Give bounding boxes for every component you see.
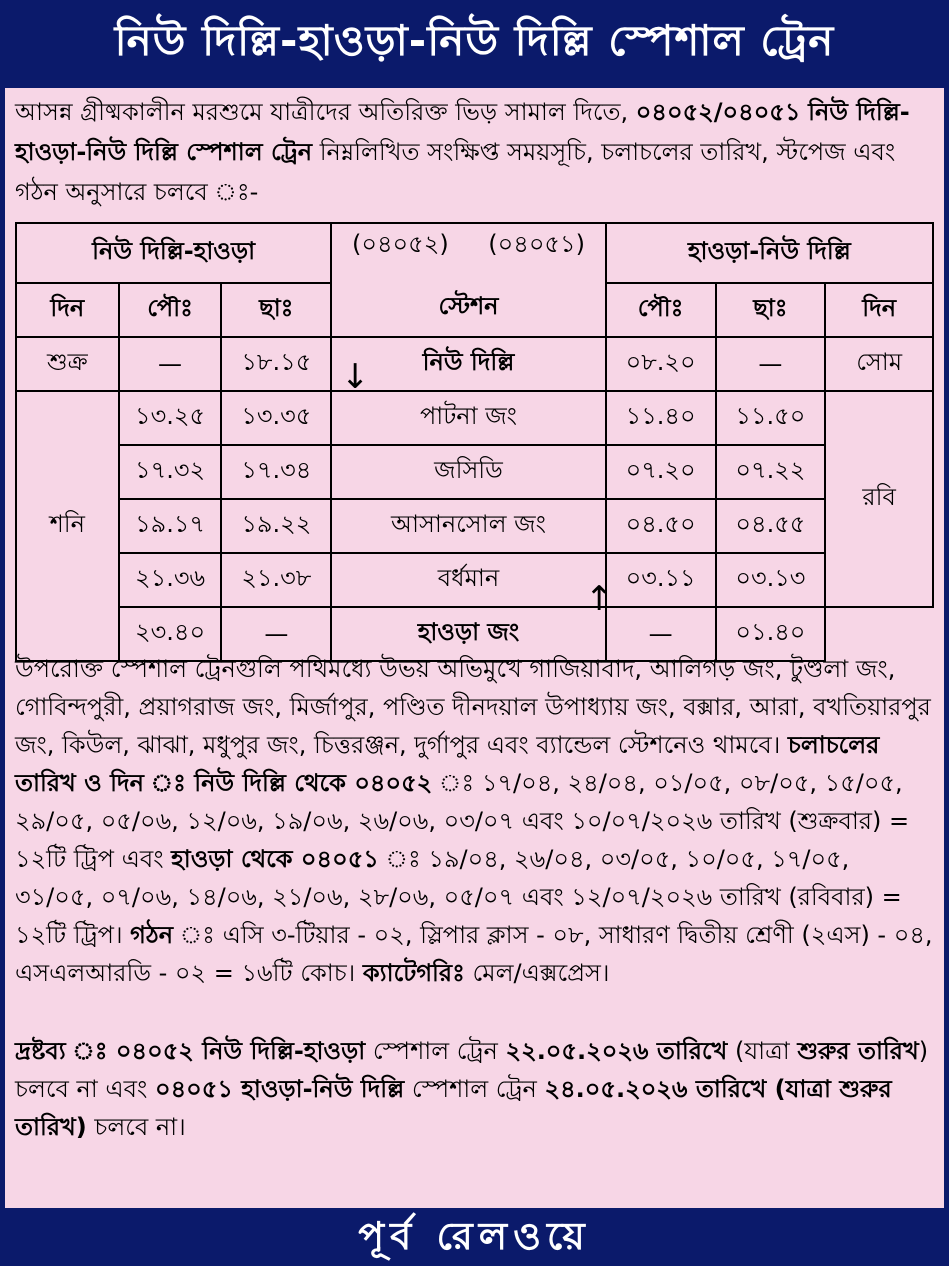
left-train-number: (০৪০৫২) xyxy=(352,230,449,258)
left-arrival-cell: ১৭.৩২ xyxy=(119,445,222,499)
station-cell: আসানসোল জং xyxy=(331,499,606,553)
table-row xyxy=(16,553,933,607)
notice-body xyxy=(5,88,944,1208)
stops-text: উপরোক্ত স্পেশাল ট্রেনগুলি পথিমধ্যে উভয় অভিমুখে গাজিয়াবাদ, আলিগড় জং, টুণ্ডলা জং, গোবিন্দপুরী, প্রয়াগরাজ জং, মির্জাপুর, পণ্ডিত দীনদয়াল উপাধ্যায় জং, বক্সার, আরা, বখতিয়ারপুর জং, কিউল, ঝাঝা, মধুপুর জং, চিত্তরঞ্জন, দুর্গাপুর এবং ব্যান্ডেল স্টেশনেও থামবে। xyxy=(15,655,931,759)
up-arrow-icon: ↑ xyxy=(585,579,614,619)
left-day-cell: শুক্র xyxy=(16,337,119,391)
left-departure-cell: ১৭.৩৪ xyxy=(221,445,331,499)
footnote-date-2: ২৪.০৫.২০২৬ তারিখে (যাত্রা শুরুর তারিখ) xyxy=(15,1075,892,1141)
category-label: ক্যাটেগরিঃ xyxy=(362,959,465,987)
intro-text-2: নিম্নলিখিত সংক্ষিপ্ত সময়সূচি, চলাচলের তারিখ, স্টপেজ এবং গঠন অনুসারে চলবে ঃ- xyxy=(15,138,896,206)
right-departure-cell: ০৪.৫৫ xyxy=(716,499,826,553)
station-cell: নিউ দিল্লি xyxy=(331,337,606,391)
down-arrow-icon: ↓ xyxy=(341,357,370,397)
footnote-train-2: ০৪০৫১ হাওড়া-নিউ দিল্লি xyxy=(154,1075,405,1103)
schedule-table xyxy=(15,222,934,662)
composition-label: গঠন xyxy=(130,921,174,949)
right-arrival-cell: ১১.৪০ xyxy=(606,391,716,445)
right-arrival-cell: ০৪.৫০ xyxy=(606,499,716,553)
left-arrival-cell: ১৯.১৭ xyxy=(119,499,222,553)
table-row xyxy=(16,337,933,391)
intro-paragraph xyxy=(15,92,934,214)
table-row xyxy=(16,499,933,553)
railway-name: পূর্ব রেলওয়ে xyxy=(358,1214,591,1258)
dates-label: চলাচলের তারিখ ও দিন ঃ নিউ দিল্লি থেকে ০৪০৫২ xyxy=(15,731,880,797)
right-arrival-cell: ০৮.২০ xyxy=(606,337,716,391)
footnote-text: স্পেশাল ট্রেন xyxy=(404,1075,545,1103)
footnote-paragraph xyxy=(15,1032,934,1202)
right-departure-cell: ১১.৫০ xyxy=(716,391,826,445)
howrah-label: হাওড়া থেকে ০৪০৫১ xyxy=(171,845,379,873)
right-arrival-cell: ০৩.১১ xyxy=(606,553,716,607)
left-arrival-header: পৌঃ xyxy=(119,283,222,337)
right-arrival-cell: ০৭.২০ xyxy=(606,445,716,499)
footnote-label: দ্রষ্টব্য ঃ ০৪০৫২ নিউ দিল্লি-হাওড়া xyxy=(15,1037,366,1065)
left-departure-cell: ২১.৩৮ xyxy=(221,553,331,607)
footer-banner xyxy=(0,1212,949,1266)
table-header-row xyxy=(16,223,933,283)
right-departure-cell: ০৭.২২ xyxy=(716,445,826,499)
right-train-number: (০৪০৫১) xyxy=(488,230,585,258)
right-arrival-header: পৌঃ xyxy=(606,283,716,337)
right-departure-cell: ০৩.১৩ xyxy=(716,553,826,607)
left-arrival-cell: — xyxy=(119,337,222,391)
left-day-header: দিন xyxy=(16,283,119,337)
header-banner xyxy=(0,0,949,86)
right-departure-cell: — xyxy=(716,337,826,391)
station-cell: হাওড়া জং xyxy=(331,607,606,661)
right-departure-cell: ০১.৪০ xyxy=(716,607,826,661)
intro-text: আসন্ন গ্রীষ্মকালীন মরশুমে যাত্রীদের অতিরিক্ত ভিড় সামাল দিতে, xyxy=(15,98,636,126)
category-text: মেল/এক্সপ্রেস। xyxy=(464,959,610,987)
table-row xyxy=(16,445,933,499)
right-day-header: দিন xyxy=(825,283,933,337)
station-column-header: স্টেশন xyxy=(438,292,499,320)
stops-and-dates-paragraph xyxy=(15,650,934,1030)
footnote-text: স্পেশাল ট্রেন xyxy=(365,1037,506,1065)
footnote-date-1: ২২.০৫.২০২৬ তারিখে xyxy=(505,1037,728,1065)
notice-title: নিউ দিল্লি-হাওড়া-নিউ দিল্লি স্পেশাল ট্রেন xyxy=(114,15,835,65)
left-departure-cell: ১৩.৩৫ xyxy=(221,391,331,445)
footnote-start-label: শুরুর তারিখ xyxy=(797,1037,919,1065)
station-cell: জসিডি xyxy=(331,445,606,499)
intro-train-name: নিউ দিল্লি-হাওড়া-নিউ দিল্লি স্পেশাল ট্রেন xyxy=(15,98,910,166)
right-day-cell: সোম xyxy=(825,337,933,391)
right-arrival-cell: — xyxy=(606,607,716,661)
left-arrival-cell: ১৩.২৫ xyxy=(119,391,222,445)
left-departure-cell: — xyxy=(221,607,331,661)
dates-from-howrah: ঃ ১৯/০৪, ২৬/০৪, ০৩/০৫, ১০/০৫, ১৭/০৫, ৩১/০৫, ০৭/০৬, ১৪/০৬, ২১/০৬, ২৮/০৬, ০৫/০৭ এবং ১২/০৭/২০২৬ তারিখ (রবিবার) = ১২টি ট্রিপ। xyxy=(15,845,902,949)
intro-train-numbers: ০৪০৫২/০৪০৫১ xyxy=(635,98,801,126)
station-cell: বর্ধমান xyxy=(331,553,606,607)
station-cell: পাটনা জং xyxy=(331,391,606,445)
left-departure-cell: ১৯.২২ xyxy=(221,499,331,553)
left-day-cell: শনি xyxy=(16,391,119,661)
left-departure-header: ছাঃ xyxy=(221,283,331,337)
footnote-text: ) চলবে না এবং xyxy=(15,1037,929,1103)
left-arrival-cell: ২৩.৪০ xyxy=(119,607,222,661)
composition-text: ঃ এসি ৩-টিয়ার - ০২, স্লিপার ক্লাস - ০৮, সাধারণ দ্বিতীয় শ্রেণী (২এস) - ০৪, এসএলআরডি - ০২ = ১৬টি কোচ। xyxy=(15,921,933,987)
footnote-text: (যাত্রা xyxy=(727,1037,798,1065)
table-row xyxy=(16,391,933,445)
right-departure-header: ছাঃ xyxy=(716,283,826,337)
left-direction-title: নিউ দিল্লি-হাওড়া xyxy=(16,223,331,283)
dates-from-delhi: ঃ ১৭/০৪, ২৪/০৪, ০১/০৫, ০৮/০৫, ১৫/০৫, ২৯/০৫, ০৫/০৬, ১২/০৬, ১৯/০৬, ২৬/০৬, ০৩/০৭ এবং ১০/০৭/২০২৬ তারিখ (শুক্রবার) = ১২টি ট্রিপ এবং xyxy=(15,769,910,873)
station-header-cell xyxy=(331,223,606,337)
left-departure-cell: ১৮.১৫ xyxy=(221,337,331,391)
right-day-cell: রবি xyxy=(825,391,933,607)
footnote-text: চলবে না। xyxy=(86,1113,186,1141)
right-direction-title: হাওড়া-নিউ দিল্লি xyxy=(606,223,933,283)
left-arrival-cell: ২১.৩৬ xyxy=(119,553,222,607)
